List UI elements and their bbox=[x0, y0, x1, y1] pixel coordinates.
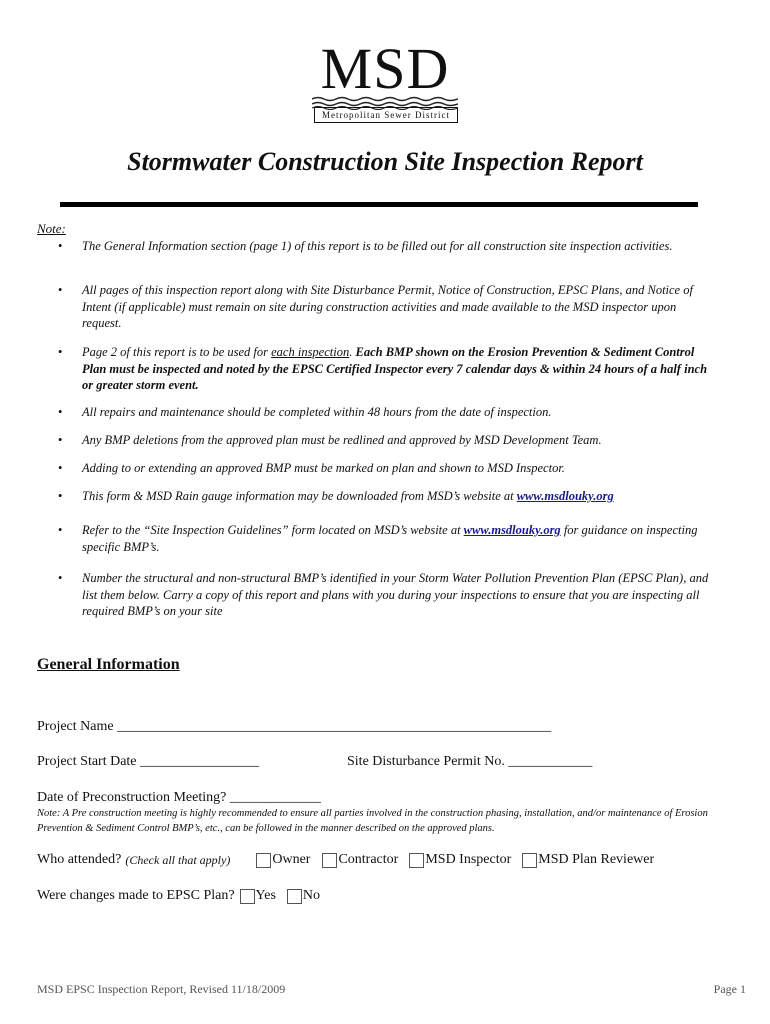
msd-website-link[interactable]: www.msdlouky.org bbox=[463, 523, 561, 537]
checkbox-icon[interactable] bbox=[522, 853, 537, 868]
bullet-icon: • bbox=[58, 283, 63, 297]
checkbox-icon[interactable] bbox=[256, 853, 271, 868]
note-item: • Number the structural and non-structural BMP’s identified in your Storm Water Pollution Prevention Plan (EPSC Plan), and list them below. Carry a copy of this report and plans with you during your inspections to ensure that you are inspecting all required BMP’s on your site bbox=[58, 571, 709, 618]
bullet-icon: • bbox=[58, 405, 63, 419]
checkbox-no[interactable]: No bbox=[287, 887, 320, 905]
checkbox-msd-plan-reviewer[interactable]: MSD Plan Reviewer bbox=[522, 851, 654, 869]
msd-logo bbox=[300, 36, 470, 128]
checkbox-yes[interactable]: Yes bbox=[240, 887, 276, 905]
checkbox-icon[interactable] bbox=[287, 889, 302, 904]
note-item: • The General Information section (page 1) of this report is to be filled out for all construction site inspection activities. bbox=[58, 239, 673, 253]
footer-revision: MSD EPSC Inspection Report, Revised 11/18/2009 bbox=[37, 982, 286, 996]
note-item: • Any BMP deletions from the approved plan must be redlined and approved by MSD Development Team. bbox=[58, 433, 602, 447]
logo-letters: MSD bbox=[320, 36, 450, 101]
checkbox-icon[interactable] bbox=[409, 853, 424, 868]
note-item: • All repairs and maintenance should be completed within 48 hours from the date of inspection. bbox=[58, 405, 552, 419]
checkbox-icon[interactable] bbox=[240, 889, 255, 904]
note-item: • Adding to or extending an approved BMP must be marked on plan and shown to MSD Inspector. bbox=[58, 461, 565, 475]
note-item: • All pages of this inspection report along with Site Disturbance Permit, Notice of Construction, EPSC Plans, and Notice of Intent (if applicable) must remain on site during construction activities and made available to the MSD inspector upon request. bbox=[58, 283, 693, 330]
bullet-icon: • bbox=[58, 239, 63, 253]
page-title: Stormwater Construction Site Inspection Report bbox=[127, 147, 643, 176]
epsc-changes-label: Were changes made to EPSC Plan? bbox=[37, 888, 235, 903]
epsc-changes-row bbox=[37, 887, 320, 905]
msd-website-link[interactable]: www.msdlouky.org bbox=[516, 489, 614, 503]
bullet-icon: • bbox=[58, 345, 63, 359]
note-label: Note: bbox=[37, 221, 66, 236]
bullet-icon: • bbox=[58, 489, 63, 503]
attended-hint: (Check all that apply) bbox=[125, 853, 231, 867]
preconstruction-date-field[interactable]: Date of Preconstruction Meeting? _____________ bbox=[37, 790, 321, 805]
note-item: • This form & MSD Rain gauge information may be downloaded from MSD’s website at www.msdlouky.org bbox=[58, 489, 614, 503]
project-name-field[interactable]: Project Name ______________________________________________________________ bbox=[37, 719, 552, 734]
note-item: • Page 2 of this report is to be used for each inspection. Each BMP shown on the Erosion Prevention & Sediment Control Plan must be inspected and noted by the EPSC Certified Inspector every 7 calendar days & within 24 hours of a half inch or greater storm event. bbox=[58, 345, 708, 392]
checkbox-msd-inspector[interactable]: MSD Inspector bbox=[409, 851, 511, 869]
checkbox-icon[interactable] bbox=[322, 853, 337, 868]
title-divider bbox=[60, 202, 698, 207]
bullet-icon: • bbox=[58, 433, 63, 447]
project-start-date-field[interactable]: Project Start Date _________________ bbox=[37, 754, 260, 769]
general-information-heading: General Information bbox=[37, 656, 180, 673]
checkbox-owner[interactable]: Owner bbox=[256, 851, 310, 869]
preconstruction-note: Note: A Pre construction meeting is highly recommended to ensure all parties involved in the construction phasing, installation, and/or maintenance of Erosion Prevention & Sediment Control BMP’s, etc., can be followed in the manner described on the approved plans. bbox=[37, 808, 708, 834]
attended-label: Who attended? bbox=[37, 852, 122, 867]
site-disturbance-permit-field[interactable]: Site Disturbance Permit No. ____________ bbox=[347, 754, 593, 769]
bullet-icon: • bbox=[58, 571, 63, 585]
page-number: Page 1 bbox=[713, 982, 746, 996]
attended-row bbox=[37, 851, 654, 869]
checkbox-contractor[interactable]: Contractor bbox=[322, 851, 398, 869]
bullet-icon: • bbox=[58, 461, 63, 475]
logo-banner: Metropolitan Sewer District bbox=[314, 107, 458, 123]
note-item: • Refer to the “Site Inspection Guidelines” form located on MSD’s website at www.msdlouky.org for guidance on inspecting specific BMP’s. bbox=[58, 523, 698, 554]
bullet-icon: • bbox=[58, 523, 63, 537]
